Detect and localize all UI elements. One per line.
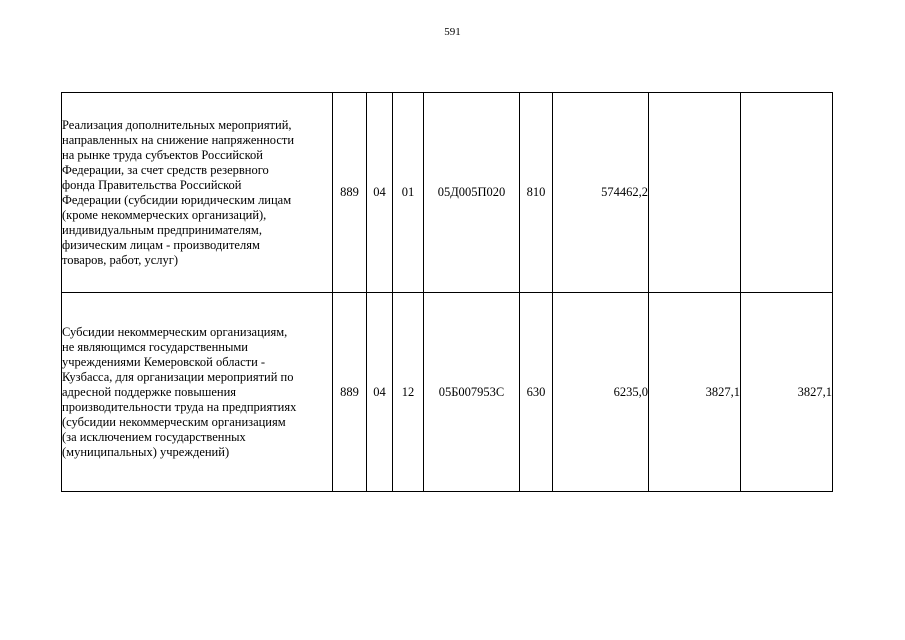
row-description (62, 293, 333, 492)
description-line: фонда Правительства Российской (62, 177, 242, 192)
amount-cell-3 (741, 93, 833, 293)
description-line: физическим лицам - производителям (62, 237, 260, 252)
description-line: учреждениями Кемеровской области - (62, 354, 266, 369)
description-line: товаров, работ, услуг) (62, 252, 179, 267)
ministry-code-cell: 889 (333, 293, 367, 492)
description-line: адресной поддержке повышения (62, 384, 237, 399)
amount-cell-2: 3827,1 (649, 293, 741, 492)
description-line: (за исключением государственных (62, 429, 246, 444)
subsection-code-cell: 12 (393, 293, 424, 492)
description-line: Субсидии некоммерческим организациям, (62, 324, 288, 339)
description-line: Федерации, за счет средств резервного (62, 162, 269, 177)
section-code-cell: 04 (367, 293, 393, 492)
expense-type-cell: 810 (520, 93, 553, 293)
description-line: Реализация дополнительных мероприятий, (62, 117, 292, 132)
budget-table (61, 92, 833, 492)
description-line: (муниципальных) учреждений) (62, 444, 230, 459)
description-line: (субсидии некоммерческим организациям (62, 414, 286, 429)
description-line: Федерации (субсидии юридическим лицам (62, 192, 292, 207)
description-line: направленных на снижение напряженности (62, 132, 295, 147)
target-article-cell: 05Б007953С (424, 293, 520, 492)
description-line: не являющимся государственными (62, 339, 248, 354)
description-line: (кроме некоммерческих организаций), (62, 207, 267, 222)
description-line: индивидуальным предпринимателям, (62, 222, 262, 237)
amount-cell-1: 6235,0 (553, 293, 649, 492)
amount-cell-1: 574462,2 (553, 93, 649, 293)
page-number: 591 (444, 26, 461, 38)
amount-cell-3: 3827,1 (741, 293, 833, 492)
subsection-code-cell: 01 (393, 93, 424, 293)
description-line: на рынке труда субъектов Российской (62, 147, 263, 162)
row-description (62, 93, 333, 293)
section-code-cell: 04 (367, 93, 393, 293)
target-article-cell: 05Д005П020 (424, 93, 520, 293)
description-line: Кузбасса, для организации мероприятий по (62, 369, 294, 384)
ministry-code-cell: 889 (333, 93, 367, 293)
table-row (62, 93, 833, 293)
description-line: производительности труда на предприятиях (62, 399, 297, 414)
table-row (62, 293, 833, 492)
amount-cell-2 (649, 93, 741, 293)
expense-type-cell: 630 (520, 293, 553, 492)
